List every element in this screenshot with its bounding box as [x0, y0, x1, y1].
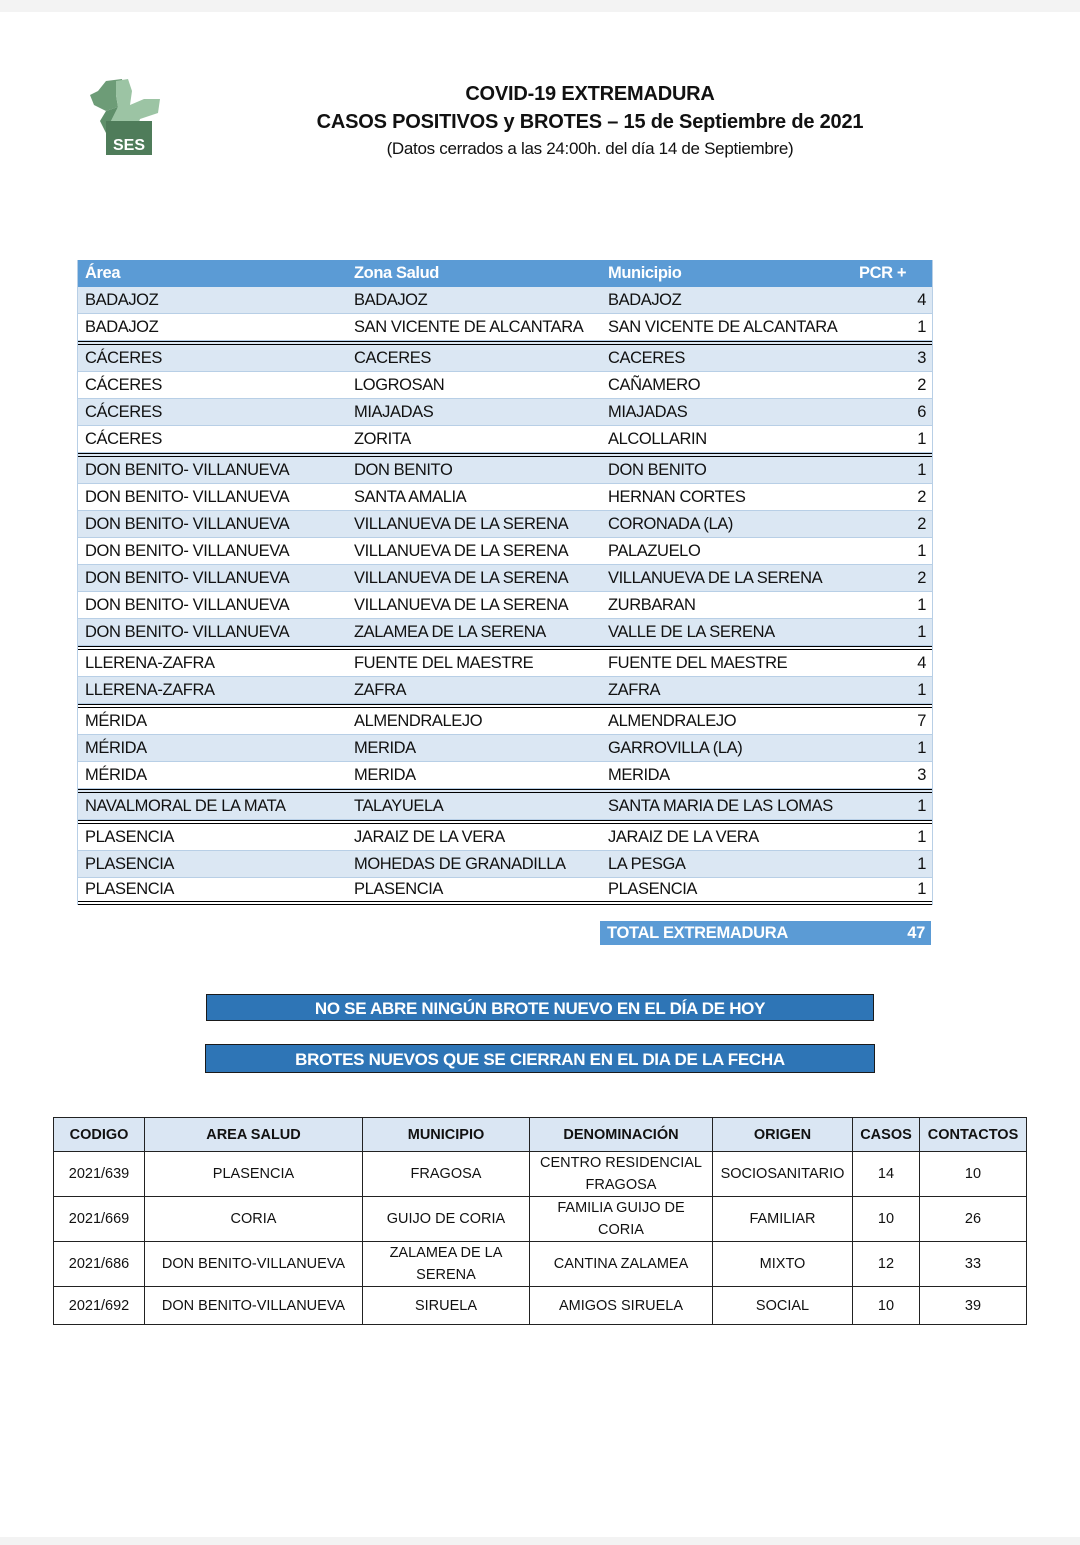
cell-zona-salud: ALMENDRALEJO — [354, 711, 483, 730]
table-row — [54, 1197, 1027, 1242]
cell-municipio: ALCOLLARIN — [608, 429, 707, 448]
cell-contactos: 33 — [920, 1242, 1027, 1287]
cell-municipio: SIRUELA — [363, 1287, 530, 1325]
cell-codigo: 2021/692 — [54, 1287, 145, 1325]
cell-pcr: 1 — [917, 317, 926, 336]
cell-municipio: GARROVILLA (LA) — [608, 738, 743, 757]
cell-area: CÁCERES — [85, 375, 162, 394]
cell-pcr: 4 — [917, 653, 926, 672]
cell-municipio: SANTA MARIA DE LAS LOMAS — [608, 796, 833, 815]
cell-area: DON BENITO- VILLANUEVA — [85, 541, 290, 560]
cell-zona-salud: VILLANUEVA DE LA SERENA — [354, 541, 569, 560]
cell-zona-salud: ZALAMEA DE LA SERENA — [354, 622, 546, 641]
table-row — [54, 1152, 1027, 1197]
bottom-bar — [0, 1537, 1080, 1545]
table-row — [78, 820, 932, 851]
cell-codigo: 2021/669 — [54, 1197, 145, 1242]
table-row — [78, 484, 932, 511]
table-row — [78, 426, 932, 453]
table-row — [78, 762, 932, 789]
col-header-contactos: CONTACTOS — [920, 1118, 1027, 1152]
cell-pcr: 6 — [917, 402, 926, 421]
col-header-origen: ORIGEN — [713, 1118, 853, 1152]
table-row — [78, 314, 932, 341]
total-value: 47 — [907, 923, 925, 942]
cell-pcr: 1 — [917, 680, 926, 699]
table-row — [78, 453, 932, 484]
table-row — [78, 677, 932, 704]
cell-pcr: 7 — [917, 711, 926, 730]
cell-municipio: MERIDA — [608, 765, 670, 784]
ses-logo-icon — [88, 77, 162, 157]
col-header-denominacion: DENOMINACIÓN — [530, 1118, 713, 1152]
cell-municipio: BADAJOZ — [608, 290, 682, 309]
cell-municipio: MIAJADAS — [608, 402, 688, 421]
cell-pcr: 1 — [917, 796, 926, 815]
table-row — [78, 287, 932, 314]
cell-area: MÉRIDA — [85, 765, 147, 784]
cell-zona-salud: FUENTE DEL MAESTRE — [354, 653, 534, 672]
table-row — [78, 511, 932, 538]
outbreaks-table — [53, 1117, 1027, 1325]
cell-casos: 10 — [853, 1197, 920, 1242]
table-row — [78, 372, 932, 399]
cell-pcr: 1 — [917, 622, 926, 641]
col-header-area-salud: AREA SALUD — [145, 1118, 363, 1152]
cell-pcr: 1 — [917, 460, 926, 479]
table-row — [78, 565, 932, 592]
cell-area: DON BENITO- VILLANUEVA — [85, 487, 290, 506]
cell-codigo: 2021/639 — [54, 1152, 145, 1197]
cell-zona-salud: ZORITA — [354, 429, 411, 448]
cell-pcr: 3 — [917, 765, 926, 784]
cell-zona-salud: MOHEDAS DE GRANADILLA — [354, 854, 566, 873]
cases-table-header — [78, 260, 932, 287]
col-header-pcr: PCR + — [859, 264, 907, 282]
table-row — [78, 619, 932, 646]
ses-logo — [88, 77, 162, 157]
cell-casos: 12 — [853, 1242, 920, 1287]
cell-contactos: 10 — [920, 1152, 1027, 1197]
cell-municipio: DON BENITO — [608, 460, 707, 479]
table-row — [78, 789, 932, 820]
cell-pcr: 2 — [917, 514, 926, 533]
cell-pcr: 1 — [917, 827, 926, 846]
total-row — [600, 921, 931, 945]
table-row — [54, 1287, 1027, 1325]
cell-municipio: JARAIZ DE LA VERA — [608, 827, 759, 846]
cell-area: PLASENCIA — [85, 827, 175, 846]
cell-origen: SOCIAL — [713, 1287, 853, 1325]
cell-area: DON BENITO- VILLANUEVA — [85, 595, 290, 614]
table-row — [78, 538, 932, 565]
cell-casos: 14 — [853, 1152, 920, 1197]
table-row — [78, 592, 932, 619]
cell-pcr: 1 — [917, 541, 926, 560]
table-row — [78, 735, 932, 762]
cell-municipio: ALMENDRALEJO — [608, 711, 737, 730]
cell-municipio: CACERES — [608, 348, 685, 367]
cell-pcr: 1 — [917, 429, 926, 448]
cell-municipio: CAÑAMERO — [608, 375, 701, 394]
cell-origen: FAMILIAR — [713, 1197, 853, 1242]
cell-area: DON BENITO- VILLANUEVA — [85, 568, 290, 587]
col-header-municipio: Municipio — [608, 264, 682, 282]
cell-area: MÉRIDA — [85, 711, 147, 730]
cell-area-salud: PLASENCIA — [145, 1152, 363, 1197]
cell-area-salud: DON BENITO-VILLANUEVA — [145, 1287, 363, 1325]
cell-municipio: LA PESGA — [608, 854, 686, 873]
cell-municipio: PLASENCIA — [608, 880, 698, 898]
table-row — [78, 341, 932, 372]
cases-table — [77, 260, 933, 905]
cell-municipio: FRAGOSA — [363, 1152, 530, 1197]
page-subtitle-main: CASOS POSITIVOS y BROTES – 15 de Septiembre de 2021 — [316, 111, 864, 133]
cell-zona-salud: PLASENCIA — [354, 880, 444, 898]
cases-table-body — [78, 287, 932, 905]
cell-pcr: 1 — [917, 738, 926, 757]
cell-pcr: 4 — [917, 290, 926, 309]
cell-area: PLASENCIA — [85, 880, 175, 898]
cell-origen: MIXTO — [713, 1242, 853, 1287]
cell-area: MÉRIDA — [85, 738, 147, 757]
cell-casos: 10 — [853, 1287, 920, 1325]
cell-zona-salud: MERIDA — [354, 738, 416, 757]
cell-zona-salud: SAN VICENTE DE ALCANTARA — [354, 317, 584, 336]
cell-pcr: 2 — [917, 568, 926, 587]
cell-area-salud: DON BENITO-VILLANUEVA — [145, 1242, 363, 1287]
cell-zona-salud: SANTA AMALIA — [354, 487, 467, 506]
col-header-codigo: CODIGO — [54, 1118, 145, 1152]
cell-codigo: 2021/686 — [54, 1242, 145, 1287]
cell-area: NAVALMORAL DE LA MATA — [85, 796, 286, 815]
cell-area: BADAJOZ — [85, 290, 159, 309]
col-header-municipio: MUNICIPIO — [363, 1118, 530, 1152]
cell-zona-salud: VILLANUEVA DE LA SERENA — [354, 568, 569, 587]
col-header-area: Área — [85, 264, 121, 282]
cell-area: BADAJOZ — [85, 317, 159, 336]
cell-municipio: VALLE DE LA SERENA — [608, 622, 775, 641]
cell-municipio: ZURBARAN — [608, 595, 696, 614]
total-label: TOTAL EXTREMADURA — [607, 923, 788, 942]
col-header-zona: Zona Salud — [354, 264, 439, 282]
cell-municipio: ZAFRA — [608, 680, 661, 699]
logo-text: SES — [112, 137, 146, 154]
table-row — [78, 878, 932, 905]
cell-area: CÁCERES — [85, 348, 162, 367]
cell-municipio: ZALAMEA DE LA SERENA — [363, 1242, 530, 1287]
cell-area: DON BENITO- VILLANUEVA — [85, 622, 290, 641]
cell-zona-salud: MERIDA — [354, 765, 416, 784]
top-bar — [0, 0, 1080, 12]
cell-area: CÁCERES — [85, 429, 162, 448]
cell-zona-salud: DON BENITO — [354, 460, 453, 479]
cell-zona-salud: TALAYUELA — [354, 796, 444, 815]
page-title: COVID-19 EXTREMADURA — [465, 83, 715, 105]
cell-area-salud: CORIA — [145, 1197, 363, 1242]
cell-area: LLERENA-ZAFRA — [85, 680, 215, 699]
cell-pcr: 2 — [917, 487, 926, 506]
cell-area: PLASENCIA — [85, 854, 175, 873]
cell-pcr: 1 — [917, 880, 926, 898]
table-row — [78, 646, 932, 677]
cell-denominacion: CENTRO RESIDENCIAL FRAGOSA — [530, 1152, 713, 1197]
cell-pcr: 1 — [917, 854, 926, 873]
cell-municipio: PALAZUELO — [608, 541, 701, 560]
cell-area: DON BENITO- VILLANUEVA — [85, 514, 290, 533]
cell-municipio: SAN VICENTE DE ALCANTARA — [608, 317, 838, 336]
cell-origen: SOCIOSANITARIO — [713, 1152, 853, 1197]
cell-municipio: GUIJO DE CORIA — [363, 1197, 530, 1242]
cell-zona-salud: VILLANUEVA DE LA SERENA — [354, 595, 569, 614]
cell-zona-salud: ZAFRA — [354, 680, 407, 699]
cell-pcr: 2 — [917, 375, 926, 394]
outbreaks-table-header — [54, 1118, 1027, 1152]
cell-zona-salud: VILLANUEVA DE LA SERENA — [354, 514, 569, 533]
cell-contactos: 26 — [920, 1197, 1027, 1242]
cell-zona-salud: CACERES — [354, 348, 431, 367]
cell-municipio: FUENTE DEL MAESTRE — [608, 653, 788, 672]
cell-denominacion: AMIGOS SIRUELA — [530, 1287, 713, 1325]
closed-outbreaks-banner: BROTES NUEVOS QUE SE CIERRAN EN EL DIA DE LA FECHA — [205, 1044, 875, 1073]
table-row — [54, 1242, 1027, 1287]
outbreaks-table-body — [54, 1152, 1027, 1325]
cell-municipio: CORONADA (LA) — [608, 514, 733, 533]
table-row — [78, 704, 932, 735]
cell-municipio: HERNAN CORTES — [608, 487, 746, 506]
cell-zona-salud: MIAJADAS — [354, 402, 434, 421]
cell-contactos: 39 — [920, 1287, 1027, 1325]
cell-zona-salud: LOGROSAN — [354, 375, 445, 394]
data-cutoff-note: (Datos cerrados a las 24:00h. del día 14 de Septiembre) — [386, 139, 794, 158]
cell-zona-salud: JARAIZ DE LA VERA — [354, 827, 505, 846]
table-row — [78, 399, 932, 426]
cell-zona-salud: BADAJOZ — [354, 290, 428, 309]
cell-area: DON BENITO- VILLANUEVA — [85, 460, 290, 479]
cell-pcr: 1 — [917, 595, 926, 614]
cell-area: CÁCERES — [85, 402, 162, 421]
cell-area: LLERENA-ZAFRA — [85, 653, 215, 672]
title-block — [200, 81, 980, 161]
cell-denominacion: FAMILIA GUIJO DE CORIA — [530, 1197, 713, 1242]
col-header-casos: CASOS — [853, 1118, 920, 1152]
cell-denominacion: CANTINA ZALAMEA — [530, 1242, 713, 1287]
cell-pcr: 3 — [917, 348, 926, 367]
cell-municipio: VILLANUEVA DE LA SERENA — [608, 568, 823, 587]
table-row — [78, 851, 932, 878]
no-new-outbreaks-banner: NO SE ABRE NINGÚN BROTE NUEVO EN EL DÍA DE HOY — [206, 994, 874, 1021]
